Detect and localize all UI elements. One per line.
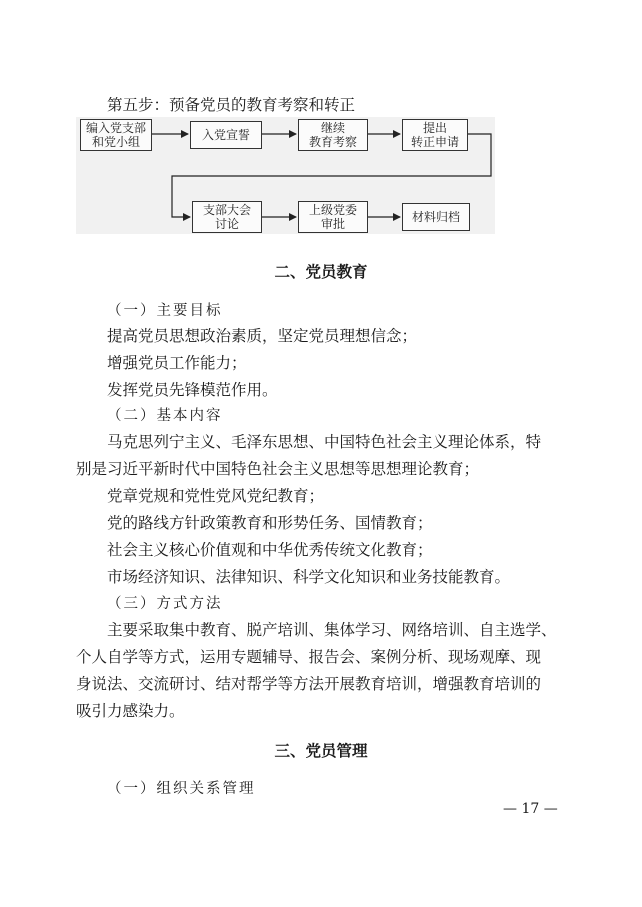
paragraph-line: 个人自学等方式，运用专题辅导、报告会、案例分析、现场观摩、现 bbox=[76, 648, 542, 666]
flow-box-apply-regular bbox=[402, 119, 468, 151]
section-heading: 三、党员管理 bbox=[274, 742, 368, 760]
subsection-title: （一）组织关系管理 bbox=[107, 781, 256, 797]
paragraph-line: 提高党员思想政治素质，坚定党员理想信念； bbox=[107, 327, 418, 345]
flow-box-text: 支部大会 bbox=[202, 203, 251, 217]
subsection-title: （三）方式方法 bbox=[107, 596, 223, 612]
paragraph-line: 党的路线方针政策教育和形势任务、国情教育； bbox=[107, 514, 433, 532]
section-heading: 二、党员教育 bbox=[274, 263, 368, 281]
flow-box-text: 材料归档 bbox=[411, 210, 460, 224]
subsection-title: （二）基本内容 bbox=[107, 408, 223, 424]
flow-box-assign-branch bbox=[80, 119, 152, 151]
flow-box-text: 讨论 bbox=[214, 217, 239, 231]
paragraph-line: 主要采取集中教育、脱产培训、集体学习、网络培训、自主选学、 bbox=[107, 621, 557, 639]
flow-box-text: 审批 bbox=[320, 217, 345, 231]
page-number: — 17 — bbox=[503, 801, 558, 817]
flow-box-text: 编入党支部 bbox=[85, 121, 146, 135]
flow-box-text: 上级党委 bbox=[308, 203, 357, 217]
paragraph-line: 增强党员工作能力； bbox=[107, 354, 247, 372]
flow-box-archive bbox=[402, 203, 470, 231]
flow-box-text: 教育考察 bbox=[308, 135, 357, 149]
flow-box-branch-meeting bbox=[192, 201, 262, 233]
subsection-title: （一）主要目标 bbox=[107, 303, 223, 319]
flow-box-higher-approval bbox=[298, 201, 368, 233]
paragraph-line: 马克思列宁主义、毛泽东思想、中国特色社会主义理论体系，特 bbox=[107, 433, 542, 451]
paragraph-line: 别是习近平新时代中国特色社会主义思想等思想理论教育； bbox=[76, 460, 480, 478]
paragraph-line: 吸引力感染力。 bbox=[76, 702, 185, 720]
paragraph-line: 身说法、交流研讨、结对帮学等方法开展教育培训，增强教育培训的 bbox=[76, 675, 542, 693]
flow-box-text: 入党宣誓 bbox=[201, 128, 250, 142]
flow-box-text: 提出 bbox=[422, 121, 447, 135]
flow-box-text: 和党小组 bbox=[91, 135, 140, 149]
flow-box-oath bbox=[190, 121, 262, 149]
step-title: 第五步：预备党员的教育考察和转正 bbox=[107, 96, 356, 114]
paragraph-line: 发挥党员先锋模范作用。 bbox=[107, 381, 278, 399]
flow-box-continue-education bbox=[298, 119, 368, 151]
paragraph-line: 市场经济知识、法律知识、科学文化知识和业务技能教育。 bbox=[107, 568, 511, 586]
paragraph-line: 党章党规和党性党风党纪教育； bbox=[107, 487, 325, 505]
paragraph-line: 社会主义核心价值观和中华优秀传统文化教育； bbox=[107, 541, 433, 559]
flow-box-text: 继续 bbox=[320, 121, 345, 135]
flow-box-text: 转正申请 bbox=[410, 135, 459, 149]
